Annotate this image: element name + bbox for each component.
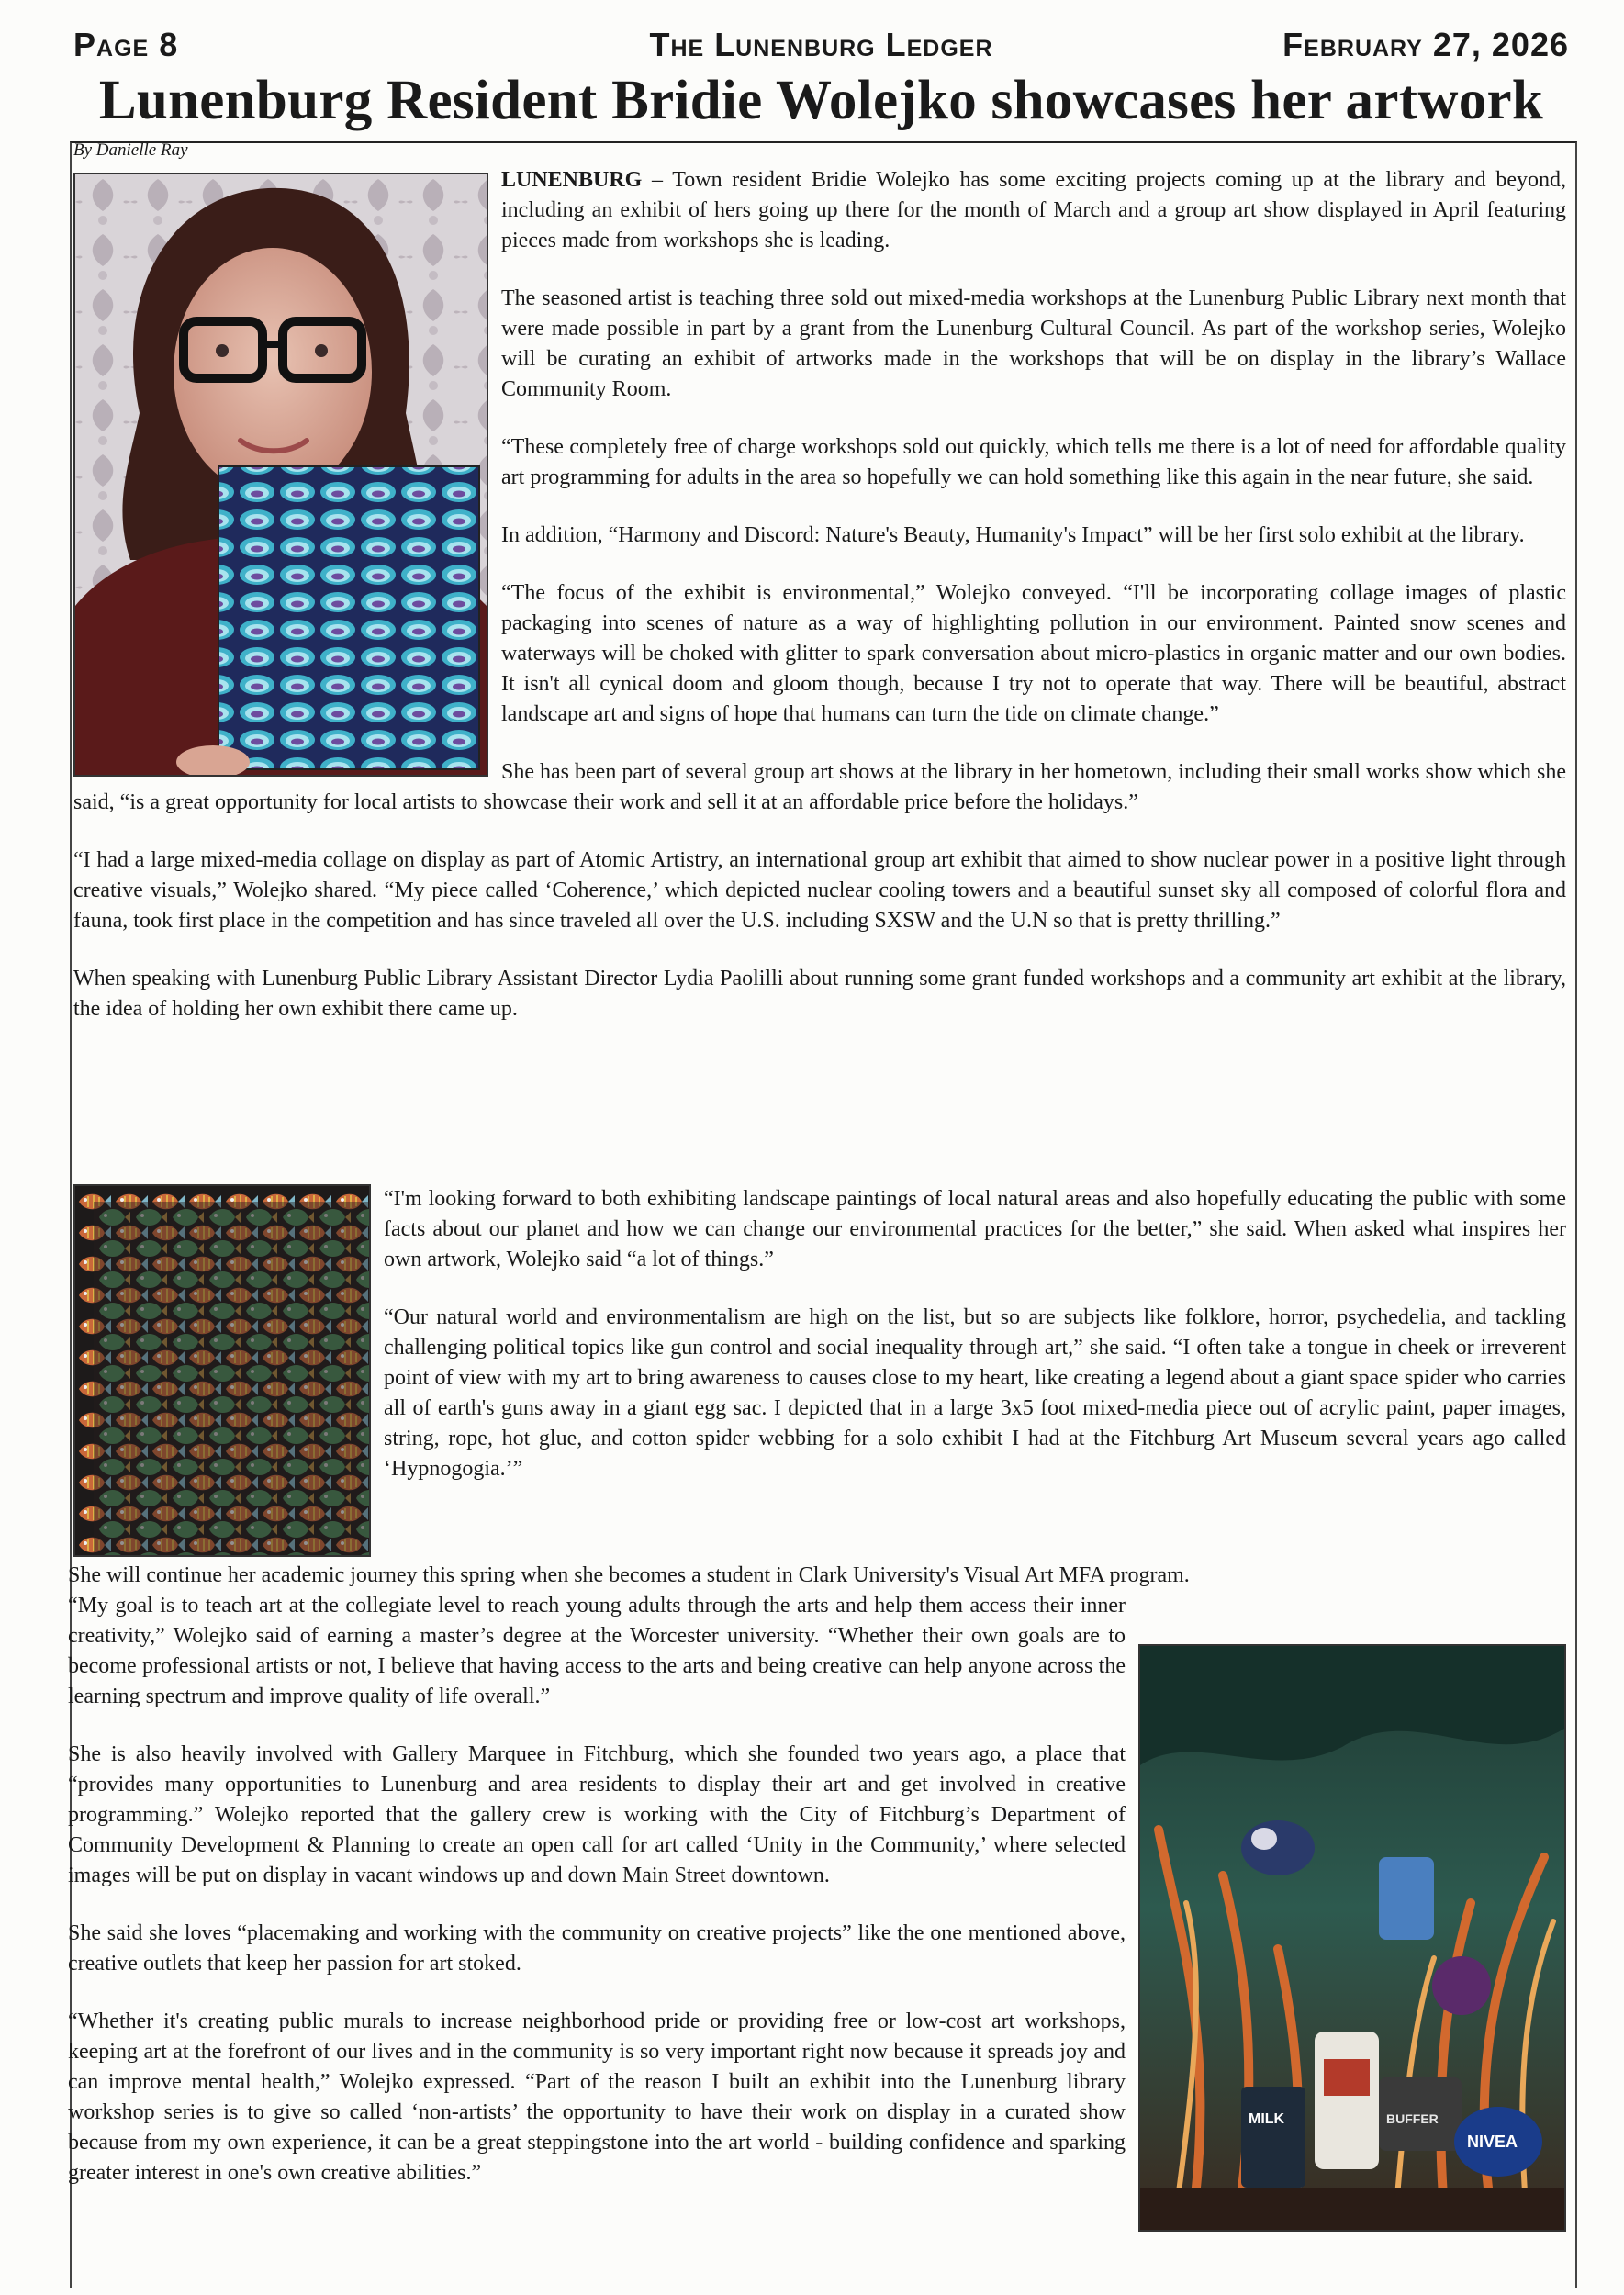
byline: By Danielle Ray <box>73 140 188 160</box>
portrait-image <box>75 174 487 775</box>
paragraph-12: “My goal is to teach art at the collegiate level to reach young adults through the arts and help them access their inner creativity,” Wolejko said of earning a master’s degree at the Worcester university. “Whether their own goals are to become professional artists or not, I believe that having access to the arts and being creative can help anyone across the learning spectrum and improve quality of life overall.” <box>68 1594 1126 1708</box>
buffer-label: BUFFER <box>1386 2111 1439 2126</box>
page-number: Page 8 <box>73 26 179 63</box>
environmental-painting-artwork <box>1138 1644 1566 2232</box>
article-section-2 <box>73 1184 1566 1562</box>
paragraph-9: “I'm looking forward to both exhibiting landscape paintings of local natural areas and also hopefully educating the public with some facts about our planet and how we can change our environmental practices for the better,” she said. When asked what inspires her own artwork, Wolejko said “a lot of things.” <box>384 1187 1566 1271</box>
artist-portrait-photo <box>73 173 488 777</box>
paragraph-14: She said she loves “placemaking and working with the community on creative projects” like the one mentioned above, creative outlets that keep her passion for art stoked. <box>68 1921 1126 1976</box>
newspaper-name: The Lunenburg Ledger <box>649 26 993 63</box>
paragraph-6: She has been part of several group art shows at the library in her hometown, including their small works show which she said, “is a great opportunity for local artists to showcase their work and sell it at an affordable price before the holidays.” <box>73 760 1566 814</box>
dateline: LUNENBURG <box>501 168 643 192</box>
article-section-3 <box>68 1561 1566 2237</box>
paragraph-7: “I had a large mixed-media collage on display as part of Atomic Artistry, an international group art exhibit that aimed to show nuclear power in a positive light through creative visuals,” Wolejko shared. “My piece called ‘Coherence,’ which depicted nuclear cooling towers and a beautiful sunset sky all composed of colorful flora and fauna, took first place in the competition and has since traveled all over the U.S. including SXSW and the U.N so that is pretty thrilling.” <box>73 848 1566 933</box>
environmental-painting-image <box>1140 1646 1564 2230</box>
milk-label: MILK <box>1249 2111 1285 2127</box>
article-headline: Lunenburg Resident Bridie Wolejko showcases her artwork <box>98 70 1544 131</box>
paragraph-13: She is also heavily involved with Gallery Marquee in Fitchburg, which she founded two years ago, a place that “provides many opportunities to Lunenburg and area residents to display their art and get involved in creative programming.” Wolejko reported that the gallery crew is working with the City of Fitchburg’s Department of Community Development & Planning to create an open call for art called ‘Unity in the Community,’ where selected images will be put on display in vacant windows up and down Main Street downtown. <box>68 1742 1126 1887</box>
paragraph-2: The seasoned artist is teaching three sold out mixed-media workshops at the Lunenburg Public Library next month that were made possible in part by a grant from the Lunenburg Cultural Council. As part of the workshop series, Wolejko will be curating an exhibit of artworks made in the workshops that will be on display in the library’s Wallace Community Room. <box>501 286 1566 401</box>
paragraph-15: “Whether it's creating public murals to increase neighborhood pride or providing free or low-cost art workshops, keeping art at the forefront of our lives and in the community is so very important right now because it spreads joy and can improve mental health,” Wolejko expressed. “Part of the reason I built an exhibit into the Lunenburg library workshop series is to give so called ‘non-artists’ the opportunity to have their work on display in a curated show because from my own experience, it can be a great steppingstone into the art world - building confidence and sparking greater interest in one's own creative abilities.” <box>68 2010 1126 2185</box>
paragraph-8: When speaking with Lunenburg Public Library Assistant Director Lydia Paolilli about running some grant funded workshops and a community art exhibit at the library, the idea of holding her own exhibit there came up. <box>73 967 1566 1021</box>
paragraph-3: “These completely free of charge workshops sold out quickly, which tells me there is a lot of need for affordable quality art programming for adults in the area so hopefully we can hold something like this again in the near future, she said. <box>501 435 1566 489</box>
paragraph-1: – Town resident Bridie Wolejko has some exciting projects coming up at the library and beyond, including an exhibit of hers going up there for the month of March and a group art show displayed in April featuring pieces made from workshops she is leading. <box>501 168 1566 252</box>
paragraph-11: She will continue her academic journey this spring when she becomes a student in Clark University's Visual Art MFA program. <box>68 1563 1190 1587</box>
fish-collage-image <box>75 1186 369 1555</box>
paragraph-10: “Our natural world and environmentalism are high on the list, but so are subjects like folklore, horror, psychedelia, and tackling challenging political topics like gun control and social inequality through art,” she said. “I often take a tongue in cheek or irreverent point of view with my art to bring awareness to causes close to my heart, like creating a legend about a giant space spider who carries all of earth's guns away in a giant egg sac. I depicted that in a large 3x5 foot mixed-media piece out of acrylic paint, paper images, string, rope, hot glue, and cotton spider webbing for a solo exhibit I had at the Fitchburg Art Museum several years ago called ‘Hypnogogia.’” <box>384 1305 1566 1481</box>
nivea-label: NIVEA <box>1467 2133 1518 2151</box>
article-section-1 <box>73 165 1566 1024</box>
paragraph-4: In addition, “Harmony and Discord: Nature's Beauty, Humanity's Impact” will be her first solo exhibit at the library. <box>501 523 1525 547</box>
issue-date: February 27, 2026 <box>1282 26 1569 63</box>
fish-collage-artwork <box>73 1184 371 1557</box>
paragraph-5: “The focus of the exhibit is environmental,” Wolejko conveyed. “I'll be incorporating collage images of plastic packaging into scenes of nature as a way of highlighting pollution in our environment. Painted snow scenes and waterways will be choked with glitter to spark conversation about micro-plastics in organic matter and our own bodies. It isn't all cynical doom and gloom though, because I try not to operate that way. There will be beautiful, abstract landscape art and signs of hope that humans can turn the tide on climate change.” <box>501 581 1566 726</box>
